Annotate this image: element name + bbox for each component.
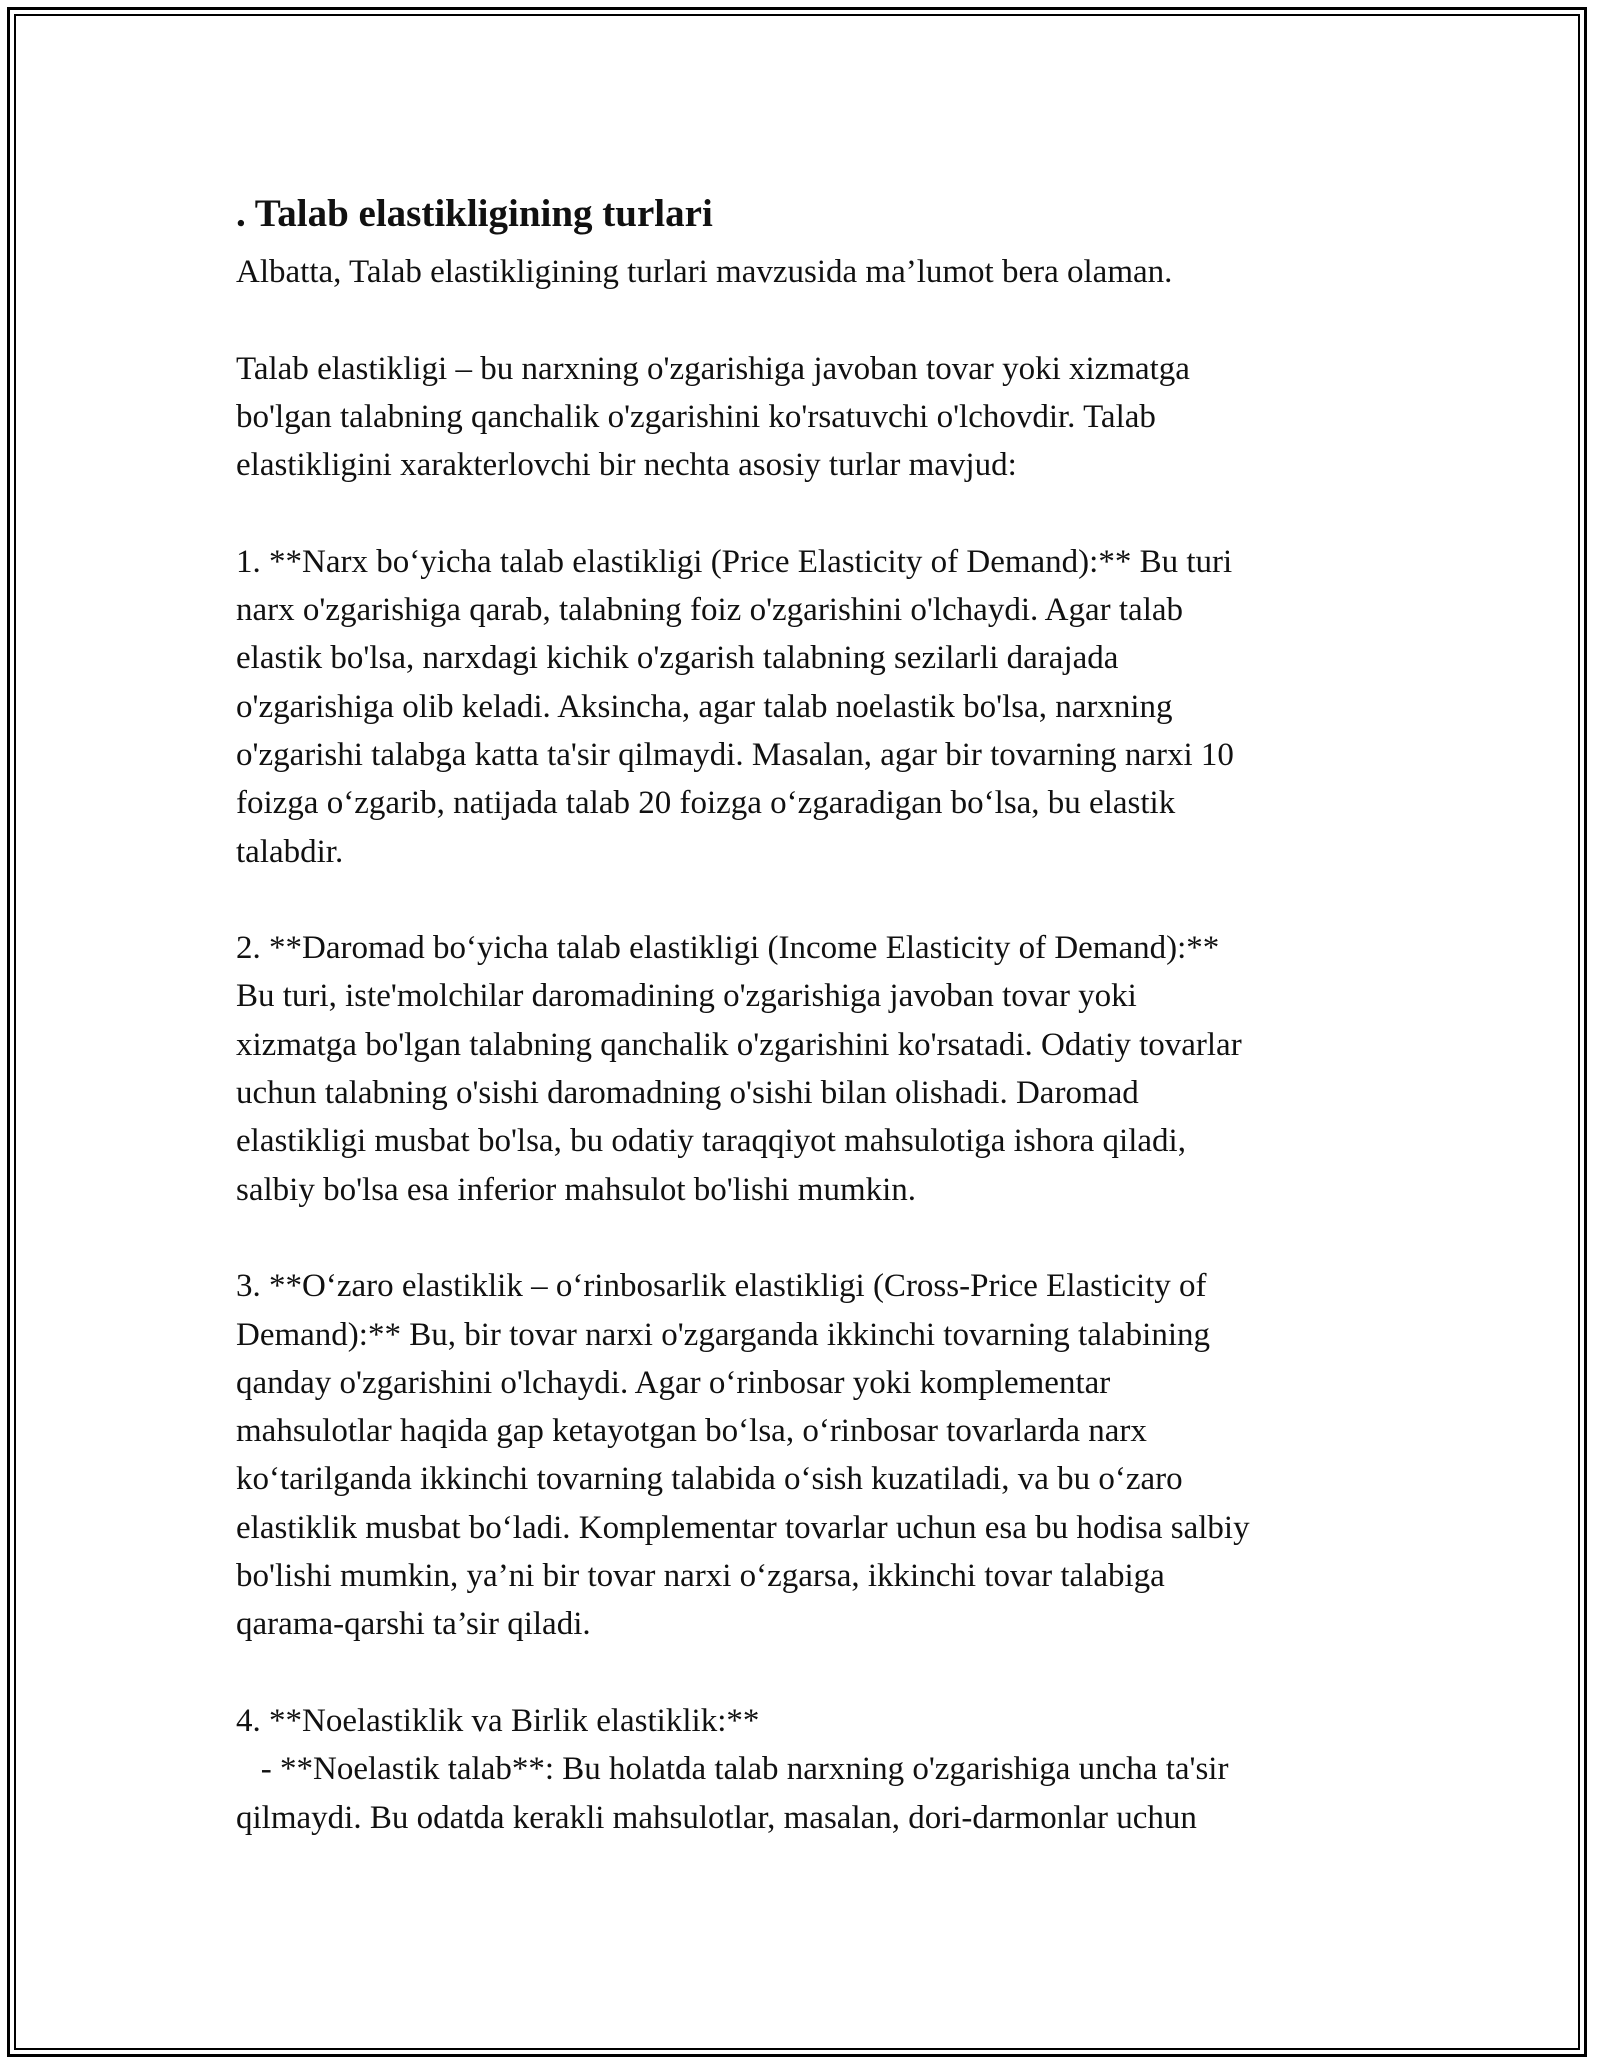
text-line: o'zgarishi talabga katta ta'sir qilmaydi. Masalan, agar bir tovarning narxi 10: [236, 736, 1234, 773]
document-title: . Talab elastikligining turlari: [236, 192, 713, 235]
text-line: qilmaydi. Bu odatda kerakli mahsulotlar, masalan, dori-darmonlar uchun: [236, 1799, 1197, 1836]
text-line: uchun talabning o'sishi daromadning o'sishi bilan olishadi. Daromad: [236, 1075, 1139, 1112]
text-line: mahsulotlar haqida gap ketayotgan boʻlsa, oʻrinbosar tovarlarda narx: [236, 1413, 1147, 1450]
blank-line: [236, 1214, 1366, 1262]
text-line: 1. **Narx boʻyicha talab elastikligi (Price Elasticity of Demand):** Bu turi: [236, 543, 1233, 580]
document-lines: [236, 248, 1366, 1842]
text-line: koʻtarilganda ikkinchi tovarning talabida oʻsish kuzatiladi, va bu oʻzaro: [236, 1461, 1183, 1498]
text-line: elastik bo'lsa, narxdagi kichik o'zgarish talabning sezilarli darajada: [236, 640, 1119, 677]
text-line: Bu turi, iste'molchilar daromadining o'zgarishiga javoban tovar yoki: [236, 978, 1137, 1015]
document-body: [236, 186, 1366, 1842]
text-line: talabdir.: [236, 833, 344, 870]
text-line: bo'lgan talabning qanchalik o'zgarishini ko'rsatuvchi o'lchovdir. Talab: [236, 398, 1156, 435]
text-line: narx o'zgarishiga qarab, talabning foiz o'zgarishini o'lchaydi. Agar talab: [236, 592, 1184, 629]
text-line: 2. **Daromad boʻyicha talab elastikligi (Income Elasticity of Demand):**: [236, 930, 1220, 967]
text-line: bo'lishi mumkin, ya’ni bir tovar narxi oʻzgarsa, ikkinchi tovar talabiga: [236, 1558, 1165, 1595]
blank-line: [236, 489, 1366, 537]
text-line: Demand):** Bu, bir tovar narxi o'zgarganda ikkinchi tovarning talabining: [236, 1316, 1210, 1353]
blank-line: [236, 876, 1366, 924]
blank-line: [236, 296, 1366, 344]
text-line: Albatta, Talab elastikligining turlari mavzusida ma’lumot bera olaman.: [236, 254, 1173, 290]
text-line: xizmatga bo'lgan talabning qanchalik o'zgarishini ko'rsatadi. Odatiy tovarlar: [236, 1026, 1242, 1063]
text-line: qanday o'zgarishini o'lchaydi. Agar oʻrinbosar yoki komplementar: [236, 1364, 1111, 1401]
text-line: 4. **Noelastiklik va Birlik elastiklik:**: [236, 1702, 760, 1739]
text-line: salbiy bo'lsa esa inferior mahsulot bo'lishi mumkin.: [236, 1171, 917, 1208]
text-line: o'zgarishiga olib keladi. Aksincha, agar talab noelastik bo'lsa, narxning: [236, 688, 1173, 725]
text-line: elastikligini xarakterlovchi bir nechta asosiy turlar mavjud:: [236, 447, 1017, 484]
text-line: - **Noelastik talab**: Bu holatda talab narxning o'zgarishiga uncha ta'sir: [236, 1751, 1229, 1788]
text-line: 3. **Oʻzaro elastiklik – oʻrinbosarlik elastikligi (Cross-Price Elasticity of: [236, 1268, 1207, 1305]
text-line: foizga oʻzgarib, natijada talab 20 foizga oʻzgaradigan boʻlsa, bu elastik: [236, 785, 1176, 822]
blank-line: [236, 1649, 1366, 1697]
text-line: qarama-qarshi ta’sir qiladi.: [236, 1606, 591, 1643]
text-line: elastikligi musbat bo'lsa, bu odatiy taraqqiyot mahsulotiga ishora qiladi,: [236, 1123, 1186, 1160]
text-line: elastiklik musbat boʻladi. Komplementar tovarlar uchun esa bu hodisa salbiy: [236, 1509, 1250, 1546]
text-line: Talab elastikligi – bu narxning o'zgarishiga javoban tovar yoki xizmatga: [236, 350, 1190, 387]
